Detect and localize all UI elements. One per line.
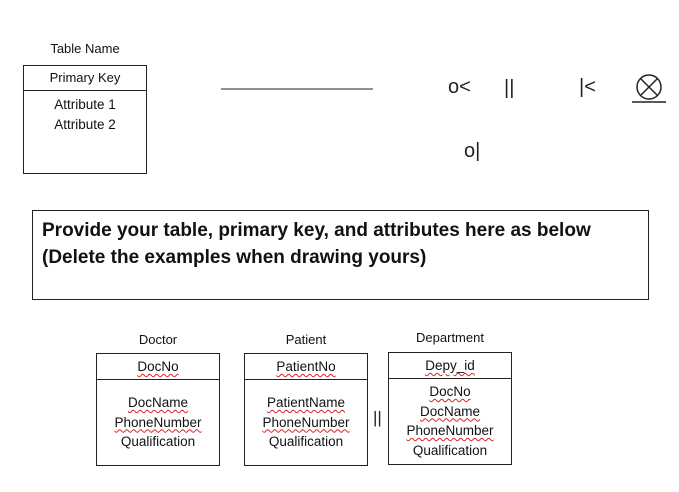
attribute <box>245 393 367 413</box>
table-department <box>388 352 512 465</box>
zero-or-one-symbol: o| <box>464 140 481 162</box>
legend-table-name: Table Name <box>50 41 120 56</box>
attribute-text: PatientName <box>266 395 346 410</box>
primary-key-department <box>389 353 511 379</box>
legend-primary-key: Primary Key <box>24 66 146 91</box>
attribute-text: Qualification <box>412 442 488 458</box>
primary-key-patient <box>245 354 367 380</box>
instructions-box <box>32 210 649 300</box>
attribute <box>245 432 367 452</box>
table-patient <box>244 353 368 466</box>
attribute <box>97 432 219 452</box>
attribute <box>389 382 511 402</box>
attribute <box>389 402 511 422</box>
attributes-doctor <box>97 393 219 452</box>
primary-key-doctor <box>97 354 219 380</box>
table-doctor <box>96 353 220 466</box>
attribute <box>389 441 511 461</box>
instructions-line-2: (Delete the examples when drawing yours) <box>42 247 427 268</box>
legend-attribute-2: Attribute 2 <box>54 116 116 132</box>
attribute <box>97 393 219 413</box>
attribute <box>245 413 367 433</box>
attribute-text: PhoneNumber <box>114 414 202 430</box>
attribute-text: DocName <box>419 403 481 419</box>
legend-attribute-1: Attribute 1 <box>54 97 116 112</box>
attribute-text: Qualification <box>120 434 196 449</box>
instructions-line-1: Provide your table, primary key, and attributes here as below <box>42 220 591 241</box>
attribute <box>97 413 219 433</box>
primary-key-doctor-text: DocNo <box>137 359 179 374</box>
table-name-patient: Patient <box>285 332 327 347</box>
one-or-many-symbol: |< <box>579 76 596 98</box>
table-name-doctor: Doctor <box>138 332 178 347</box>
table-name-department: Department <box>416 330 484 345</box>
attributes-patient <box>245 393 367 452</box>
primary-key-department-text: Depy_id <box>425 358 475 373</box>
zero-or-many-symbol: o< <box>448 76 471 98</box>
attribute-text: PhoneNumber <box>406 423 494 438</box>
attribute-text: PhoneNumber <box>262 414 350 430</box>
one-and-only-one-connector: || <box>373 408 382 427</box>
attributes-department <box>389 382 511 460</box>
one-and-only-one-symbol: || <box>504 77 515 99</box>
attribute-text: DocNo <box>429 384 471 399</box>
attribute-text: DocName <box>127 395 189 410</box>
attribute <box>389 421 511 441</box>
primary-key-patient-text: PatientNo <box>276 359 336 374</box>
attribute-text: Qualification <box>268 434 344 449</box>
